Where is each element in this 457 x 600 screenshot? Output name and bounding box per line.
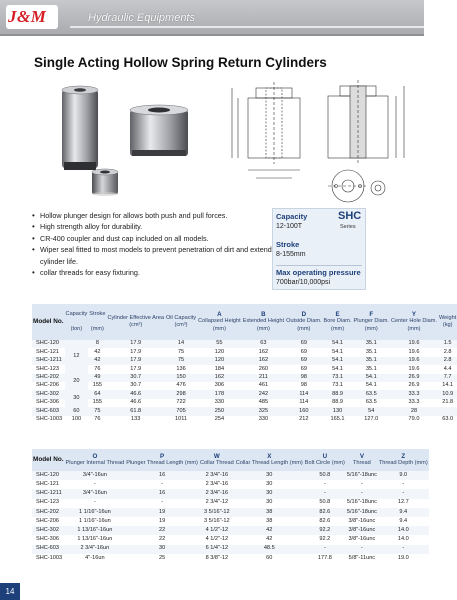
table-cell: 250 <box>197 407 242 415</box>
model-cell: SHC-121 <box>36 348 60 355</box>
capacity-value: 12-100T <box>276 223 303 230</box>
table-cell: 19.6 <box>408 348 420 355</box>
table-cell: 25 <box>158 554 166 561</box>
thread-table <box>32 449 429 563</box>
table-cell: - <box>161 499 163 506</box>
table-cell: 120 <box>197 357 242 365</box>
column-header: Cylinder Effective Area (cm²) <box>106 304 164 340</box>
table-cell: 260 <box>258 365 269 372</box>
table-cell: - <box>161 481 163 488</box>
table-cell: 82.6 <box>319 517 331 524</box>
table-cell: 75 <box>88 407 106 415</box>
table-cell: 69 <box>285 340 322 348</box>
table-cell: 160 <box>285 407 322 415</box>
table-cell: - <box>346 489 378 498</box>
table-cell: 2 3/4"-12 <box>205 499 229 506</box>
table-row <box>32 480 429 489</box>
table-row <box>32 357 457 365</box>
table-cell: 9.4 <box>399 517 408 524</box>
table-cell: 17.9 <box>106 357 164 365</box>
table-cell: 28 <box>390 407 438 415</box>
spec-table <box>32 304 457 424</box>
dimension-drawing <box>228 78 413 208</box>
table-cell: 485 <box>258 399 269 406</box>
table-cell: 30 <box>266 499 273 506</box>
table-cell: - <box>378 489 429 498</box>
column-header: Weight (kg) <box>438 304 457 340</box>
table-row <box>32 399 457 407</box>
table-row <box>32 517 429 526</box>
column-header: D Outside Diam. (mm) <box>285 304 322 340</box>
table-cell: 14.1 <box>442 382 454 389</box>
table-cell: 7.7 <box>438 374 457 382</box>
model-cell: SHC-302 <box>32 390 65 398</box>
table-cell: 1.5 <box>438 340 457 348</box>
pressure-label: Max operating pressure <box>276 268 361 277</box>
table-cell: 5/16"-18unc <box>346 471 378 480</box>
table-cell: 75 <box>177 348 185 355</box>
table-cell: 6 1/4"-12 <box>199 545 235 554</box>
table-cell: 1 1/16"-16un <box>78 517 111 524</box>
table-cell: 330 <box>214 399 225 406</box>
table-cell: 1 1/16"-16un <box>65 508 126 517</box>
table-cell: 63.0 <box>442 415 454 422</box>
table-cell: 42 <box>235 526 304 535</box>
table-cell: 30 <box>125 545 199 554</box>
column-header: Model No. <box>32 449 65 471</box>
table-cell: 35.1 <box>353 340 390 348</box>
table-cell: 3/4"-16un <box>65 489 126 498</box>
table-cell: 3/4"-16un <box>65 471 126 480</box>
table-cell: 82.6 <box>304 508 346 517</box>
table-cell: 1 13/16"-16un <box>65 526 126 535</box>
list-item: • Wiper seal fitted to most models to prevent penetration of dirt and extend cylinder life. <box>32 244 272 267</box>
table-row <box>32 407 457 415</box>
column-header: W Collar Thread <box>199 449 235 471</box>
table-cell: 2 3/4"-16un <box>65 545 126 554</box>
table-cell: 54.1 <box>323 357 353 365</box>
table-cell: 4 1/2"-12 <box>205 536 229 543</box>
table-cell: 242 <box>242 390 285 398</box>
table-cell: 63.5 <box>353 390 390 398</box>
capacity-cell: 30 <box>65 390 89 407</box>
column-header: Capacity (ton) <box>65 304 89 340</box>
header-divider <box>70 26 424 28</box>
column-header: Y Center Hole Diam. (mm) <box>390 304 438 340</box>
capacity-label: Capacity <box>276 212 308 221</box>
table-cell: 3/8"-16unc <box>348 517 376 524</box>
table-row <box>32 526 429 535</box>
model-cell: SHC-1211 <box>32 357 65 365</box>
table-row <box>32 348 457 356</box>
table-cell: 88.9 <box>323 390 353 398</box>
table-cell: 61.8 <box>106 407 164 415</box>
table-cell: 42 <box>88 357 106 365</box>
table-row <box>32 340 457 348</box>
capacity-cell: 100 <box>71 415 82 422</box>
table-cell: 30.7 <box>130 382 142 389</box>
table-cell: 165.1 <box>330 415 345 422</box>
list-item: • Hollow plunger design for allows both push and pull forces. <box>32 210 272 221</box>
list-item: • High strength alloy for durability. <box>32 221 272 232</box>
table-cell: 30.7 <box>106 374 164 382</box>
table-row <box>32 489 429 498</box>
table-cell: 155 <box>92 382 103 389</box>
table-cell: 14 <box>165 340 197 348</box>
table-cell: 26.9 <box>408 382 420 389</box>
table-cell: 69 <box>285 357 322 365</box>
model-cell: SHC-1211 <box>32 489 65 498</box>
table-cell: 9.0 <box>378 471 429 480</box>
table-row <box>32 365 457 373</box>
table-cell: 54.1 <box>353 374 390 382</box>
column-header: Oil Capacity (cm³) <box>165 304 197 340</box>
column-header: Model No. <box>32 304 65 340</box>
spec-divider <box>276 265 362 266</box>
series-code: SHC <box>338 210 362 222</box>
column-header: O Plunger Internal Thread <box>65 449 126 471</box>
model-cell: SHC-206 <box>36 382 60 389</box>
table-cell: - <box>346 545 378 554</box>
table-row <box>32 374 457 382</box>
table-cell: 48.5 <box>235 545 304 554</box>
table-cell: 35.1 <box>353 357 390 365</box>
table-cell: 2 3/4"-16 <box>199 489 235 498</box>
table-cell: 79.0 <box>408 415 420 422</box>
table-row <box>32 471 429 480</box>
table-cell: 69 <box>300 365 307 372</box>
table-cell: - <box>360 481 363 488</box>
model-cell: SHC-302 <box>32 526 65 535</box>
column-header: X Collar Thread Length (mm) <box>235 449 304 471</box>
column-header: F Plunger Diam. (mm) <box>353 304 390 340</box>
table-cell: 54.1 <box>332 348 343 355</box>
table-cell: 705 <box>165 407 197 415</box>
table-cell: 162 <box>258 348 269 355</box>
table-cell: 19.6 <box>408 365 420 372</box>
table-cell: 8 <box>88 340 106 348</box>
table-cell: 130 <box>323 407 353 415</box>
table-cell: 14.0 <box>378 526 429 535</box>
table-cell: 54.1 <box>365 382 377 389</box>
table-cell: 2.8 <box>443 348 452 355</box>
table-cell: 461 <box>258 382 269 389</box>
table-cell: 3/8"-16unc <box>348 536 376 543</box>
model-cell: SHC-306 <box>36 536 60 543</box>
table-cell: 177.8 <box>317 554 332 561</box>
table-cell: 114 <box>285 390 322 398</box>
table-cell: 5/8"-11unc <box>348 554 376 561</box>
table-cell: 73.1 <box>323 374 353 382</box>
table-cell: 30 <box>266 481 273 488</box>
pressure-value: 700bar/10,000psi <box>276 279 331 286</box>
table-cell: - <box>93 499 96 506</box>
table-cell: 2 3/4"-16 <box>205 481 229 488</box>
table-row <box>32 499 429 508</box>
product-photo <box>40 82 220 202</box>
table-cell: 46.6 <box>130 399 142 406</box>
table-cell: 63.5 <box>365 399 377 406</box>
table-cell: 5/16"-18unc <box>346 499 377 506</box>
table-cell: - <box>304 545 346 554</box>
column-header: V Thread <box>346 449 378 471</box>
page-header <box>0 0 424 36</box>
table-cell: 136 <box>176 365 186 372</box>
model-cell: SHC-1003 <box>36 554 63 561</box>
table-cell: 162 <box>242 357 285 365</box>
table-cell: 76 <box>94 415 101 422</box>
table-row <box>32 382 457 390</box>
table-cell: 64 <box>88 390 106 398</box>
table-cell: 63 <box>242 340 285 348</box>
table-cell: - <box>378 545 429 554</box>
table-cell: 1011 <box>175 415 188 422</box>
list-item: • collar threads for easy fixturing. <box>32 267 272 278</box>
table-cell: 16 <box>125 471 199 480</box>
model-cell: SHC-202 <box>32 508 65 517</box>
table-cell: - <box>323 481 326 488</box>
table-cell: 3 5/16"-12 <box>204 517 230 524</box>
table-cell: 16 <box>125 489 199 498</box>
table-row <box>32 545 429 554</box>
table-cell: 26.9 <box>390 374 438 382</box>
table-cell: 54.1 <box>332 365 343 372</box>
table-cell: 17.9 <box>130 348 142 355</box>
section-title: Hydraulic Equipments <box>88 12 195 24</box>
column-header: Z Thread Depth (mm) <box>378 449 429 471</box>
model-cell: SHC-603 <box>32 407 65 415</box>
capacity-cell: 20 <box>65 374 89 391</box>
table-row <box>32 535 429 544</box>
table-cell: 150 <box>165 374 197 382</box>
column-header: Stroke (mm) <box>88 304 106 340</box>
model-cell: SHC-120 <box>32 471 65 480</box>
table-cell: 155 <box>92 399 103 406</box>
table-cell: 30 <box>235 489 304 498</box>
table-cell: - <box>304 489 346 498</box>
model-cell: SHC-603 <box>32 545 65 554</box>
table-cell: 35.1 <box>365 365 377 372</box>
table-cell: 722 <box>176 399 186 406</box>
table-cell: 212 <box>299 415 309 422</box>
table-cell: 38 <box>235 508 304 517</box>
table-cell: 98 <box>300 382 307 389</box>
table-cell: - <box>93 481 96 488</box>
table-row <box>32 554 429 563</box>
table-cell: 476 <box>176 382 186 389</box>
column-header: U Bolt Circle (mm) <box>304 449 346 471</box>
table-cell: 133 <box>131 415 141 422</box>
table-cell: 50.8 <box>304 471 346 480</box>
table-cell: 12.7 <box>397 499 409 506</box>
column-header: B Extended Height (mm) <box>242 304 285 340</box>
table-cell: 298 <box>165 390 197 398</box>
column-header: A Collapsed Height (mm) <box>197 304 242 340</box>
table-cell: 35.1 <box>365 348 377 355</box>
table-cell: 33.3 <box>408 399 420 406</box>
table-cell: 22 <box>158 536 166 543</box>
table-cell: 325 <box>242 407 285 415</box>
table-cell: 50.8 <box>319 499 331 506</box>
table-cell: 49 <box>88 374 106 382</box>
table-cell: 76 <box>94 365 101 372</box>
table-cell: 38 <box>266 517 273 524</box>
table-cell: 19.6 <box>390 340 438 348</box>
table-cell: 178 <box>197 390 242 398</box>
table-cell: 17.9 <box>106 340 164 348</box>
table-cell: 92.2 <box>304 526 346 535</box>
table-cell: 17.9 <box>130 365 142 372</box>
table-cell: 4 1/2"-12 <box>199 526 235 535</box>
table-cell: - <box>402 481 405 488</box>
table-cell: 30 <box>235 471 304 480</box>
table-cell: 3 5/16"-12 <box>199 508 235 517</box>
column-header: P Plunger Thread Length (mm) <box>125 449 199 471</box>
table-cell: 22 <box>125 526 199 535</box>
stroke-value: 8-155mm <box>276 251 306 258</box>
table-cell: 19.6 <box>390 357 438 365</box>
model-cell: SHC-123 <box>36 499 60 506</box>
table-cell: 88.9 <box>332 399 343 406</box>
table-cell: 211 <box>242 374 285 382</box>
capacity-cell: 12 <box>65 340 89 374</box>
table-cell: 21.8 <box>442 399 454 406</box>
table-cell: 330 <box>258 415 269 422</box>
capacity-cell: 60 <box>65 407 89 415</box>
model-cell: SHC-306 <box>36 399 60 406</box>
table-cell: 127.0 <box>364 415 379 422</box>
table-cell: 19 <box>158 517 166 524</box>
table-cell: 4"-16un <box>85 554 105 561</box>
column-header: E Bore Diam. (mm) <box>323 304 353 340</box>
table-cell: 162 <box>197 374 242 382</box>
table-row <box>32 416 457 424</box>
table-cell: 19.0 <box>397 554 409 561</box>
model-cell: SHC-120 <box>32 340 65 348</box>
table-cell: 3/8"-16unc <box>346 526 378 535</box>
table-cell: 184 <box>214 365 225 372</box>
table-cell: 33.3 <box>390 390 438 398</box>
table-cell: 42 <box>94 348 101 355</box>
table-cell: 2 3/4"-16 <box>199 471 235 480</box>
model-cell: SHC-121 <box>36 481 60 488</box>
table-cell: 114 <box>299 399 309 406</box>
table-cell: 98 <box>285 374 322 382</box>
feature-list <box>32 210 272 278</box>
table-cell: 60 <box>266 554 273 561</box>
table-cell: 42 <box>266 536 273 543</box>
table-cell: 19 <box>125 508 199 517</box>
table-cell: 69 <box>300 348 307 355</box>
table-cell: 8 3/8"-12 <box>205 554 229 561</box>
table-cell: 46.6 <box>106 390 164 398</box>
series-label: Series <box>340 224 356 230</box>
table-cell: 120 <box>214 348 225 355</box>
table-cell: 9.4 <box>378 508 429 517</box>
table-cell: 54 <box>353 407 390 415</box>
table-cell: 306 <box>214 382 225 389</box>
table-cell <box>438 407 457 415</box>
table-row <box>32 390 457 398</box>
table-cell: 92.2 <box>319 536 331 543</box>
table-cell: 55 <box>197 340 242 348</box>
model-cell: SHC-206 <box>36 517 60 524</box>
list-item: • CR-400 coupler and dust cap included on all models. <box>32 233 272 244</box>
table-cell: 73.1 <box>332 382 343 389</box>
table-cell: 75 <box>165 357 197 365</box>
page-title: Single Acting Hollow Spring Return Cylinders <box>34 55 327 70</box>
model-cell: SHC-1003 <box>36 415 63 422</box>
table-cell: 2.8 <box>438 357 457 365</box>
table-cell: 10.9 <box>438 390 457 398</box>
model-cell: SHC-202 <box>32 374 65 382</box>
stroke-label: Stroke <box>276 240 300 249</box>
brand-logo: J&M <box>8 7 47 26</box>
table-cell: 254 <box>214 415 225 422</box>
table-cell: 14.0 <box>397 536 409 543</box>
table-cell: 1 13/16"-16un <box>77 536 113 543</box>
model-cell: SHC-123 <box>36 365 60 372</box>
table-cell: 54.1 <box>323 340 353 348</box>
table-row <box>32 508 429 517</box>
page-number: 14 <box>0 583 20 600</box>
table-cell: 4.4 <box>443 365 452 372</box>
table-cell: 5/16"-18unc <box>346 508 378 517</box>
